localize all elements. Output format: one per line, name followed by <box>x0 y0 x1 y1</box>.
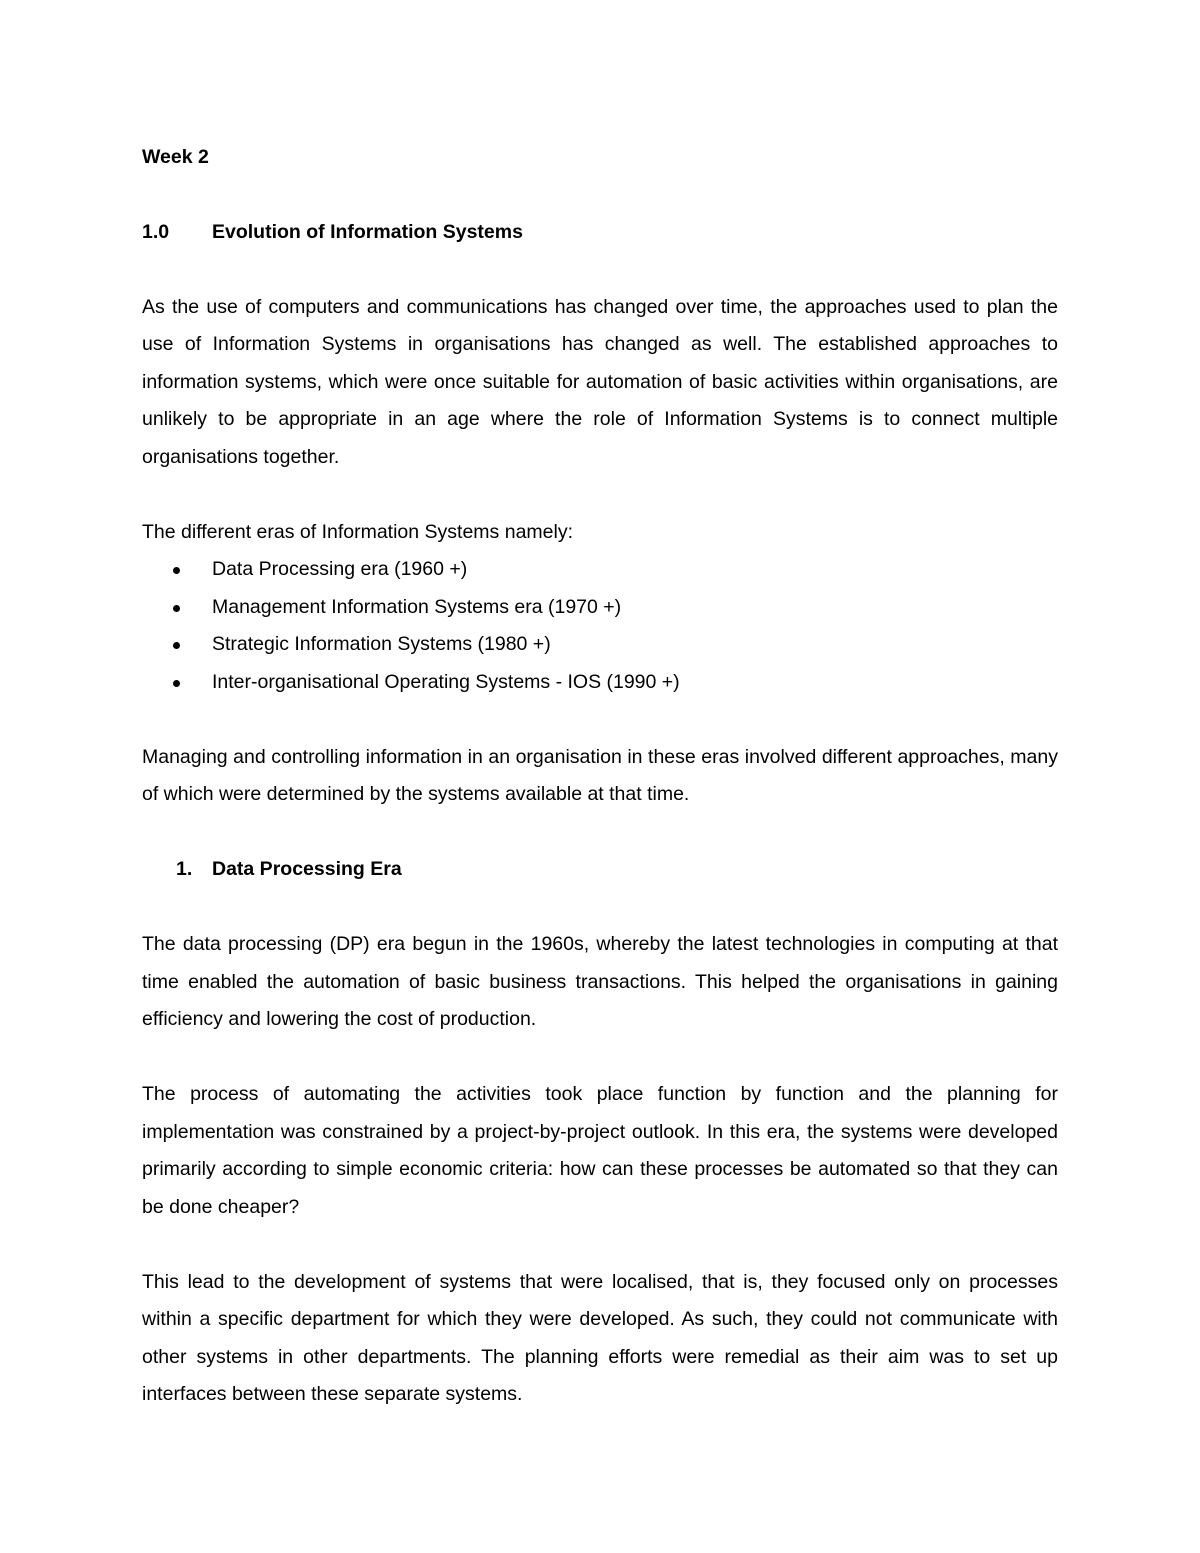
subsection-title: Data Processing Era <box>212 858 402 880</box>
list-item-text: Inter-organisational Operating Systems - IOS (1990 +) <box>212 670 680 693</box>
list-item-text: Data Processing era (1960 +) <box>212 558 468 580</box>
bullet-icon <box>173 680 180 687</box>
list-item <box>142 551 1058 589</box>
subsection-heading <box>142 851 1058 889</box>
managing-paragraph: Managing and controlling information in an organisation in these eras involved different approaches, many of which were determined by the systems available at that time. <box>142 745 1058 805</box>
dp-paragraph-3: This lead to the development of systems that were localised, that is, they focused only on processes within a specific department for which they were developed. As such, they could not communicate with other systems in other departments. The planning efforts were remedial as their aim was to set up interfaces between these separate systems. <box>142 1270 1058 1405</box>
list-item <box>142 589 1058 627</box>
list-item <box>142 664 1058 702</box>
dp-paragraph-2: The process of automating the activities took place function by function and the planning for implementation was constrained by a project-by-project outlook. In this era, the systems were developed primarily according to simple economic criteria: how can these processes be automated so that they can be done cheaper? <box>142 1083 1058 1218</box>
document-content <box>142 139 1058 1414</box>
dp-paragraph-1: The data processing (DP) era begun in the 1960s, whereby the latest technologies in computing at that time enabled the automation of basic business transactions. This helped the organisations in gaining efficiency and lowering the cost of production. <box>142 933 1058 1030</box>
bullet-icon <box>173 605 180 612</box>
eras-list <box>142 551 1058 701</box>
list-item <box>142 626 1058 664</box>
section-heading <box>142 214 1058 252</box>
section-number: 1.0 <box>142 220 170 243</box>
section-title: Evolution of Information Systems <box>212 220 523 243</box>
bullet-icon <box>173 642 180 649</box>
bullet-icon <box>173 567 180 574</box>
list-item-text: Management Information Systems era (1970 +) <box>212 595 622 618</box>
eras-intro: The different eras of Information Systems namely: <box>142 520 573 543</box>
subsection-number: 1. <box>176 858 193 880</box>
list-item-text: Strategic Information Systems (1980 +) <box>212 633 551 655</box>
week-label: Week 2 <box>142 146 209 168</box>
intro-paragraph: As the use of computers and communications has changed over time, the approaches used to plan the use of Information Systems in organisations has changed as well. The established approaches to information systems, which were once suitable for automation of basic activities within organisations, are unlikely to be appropriate in an age where the role of Information Systems is to connect multiple organisations together. <box>142 295 1058 468</box>
